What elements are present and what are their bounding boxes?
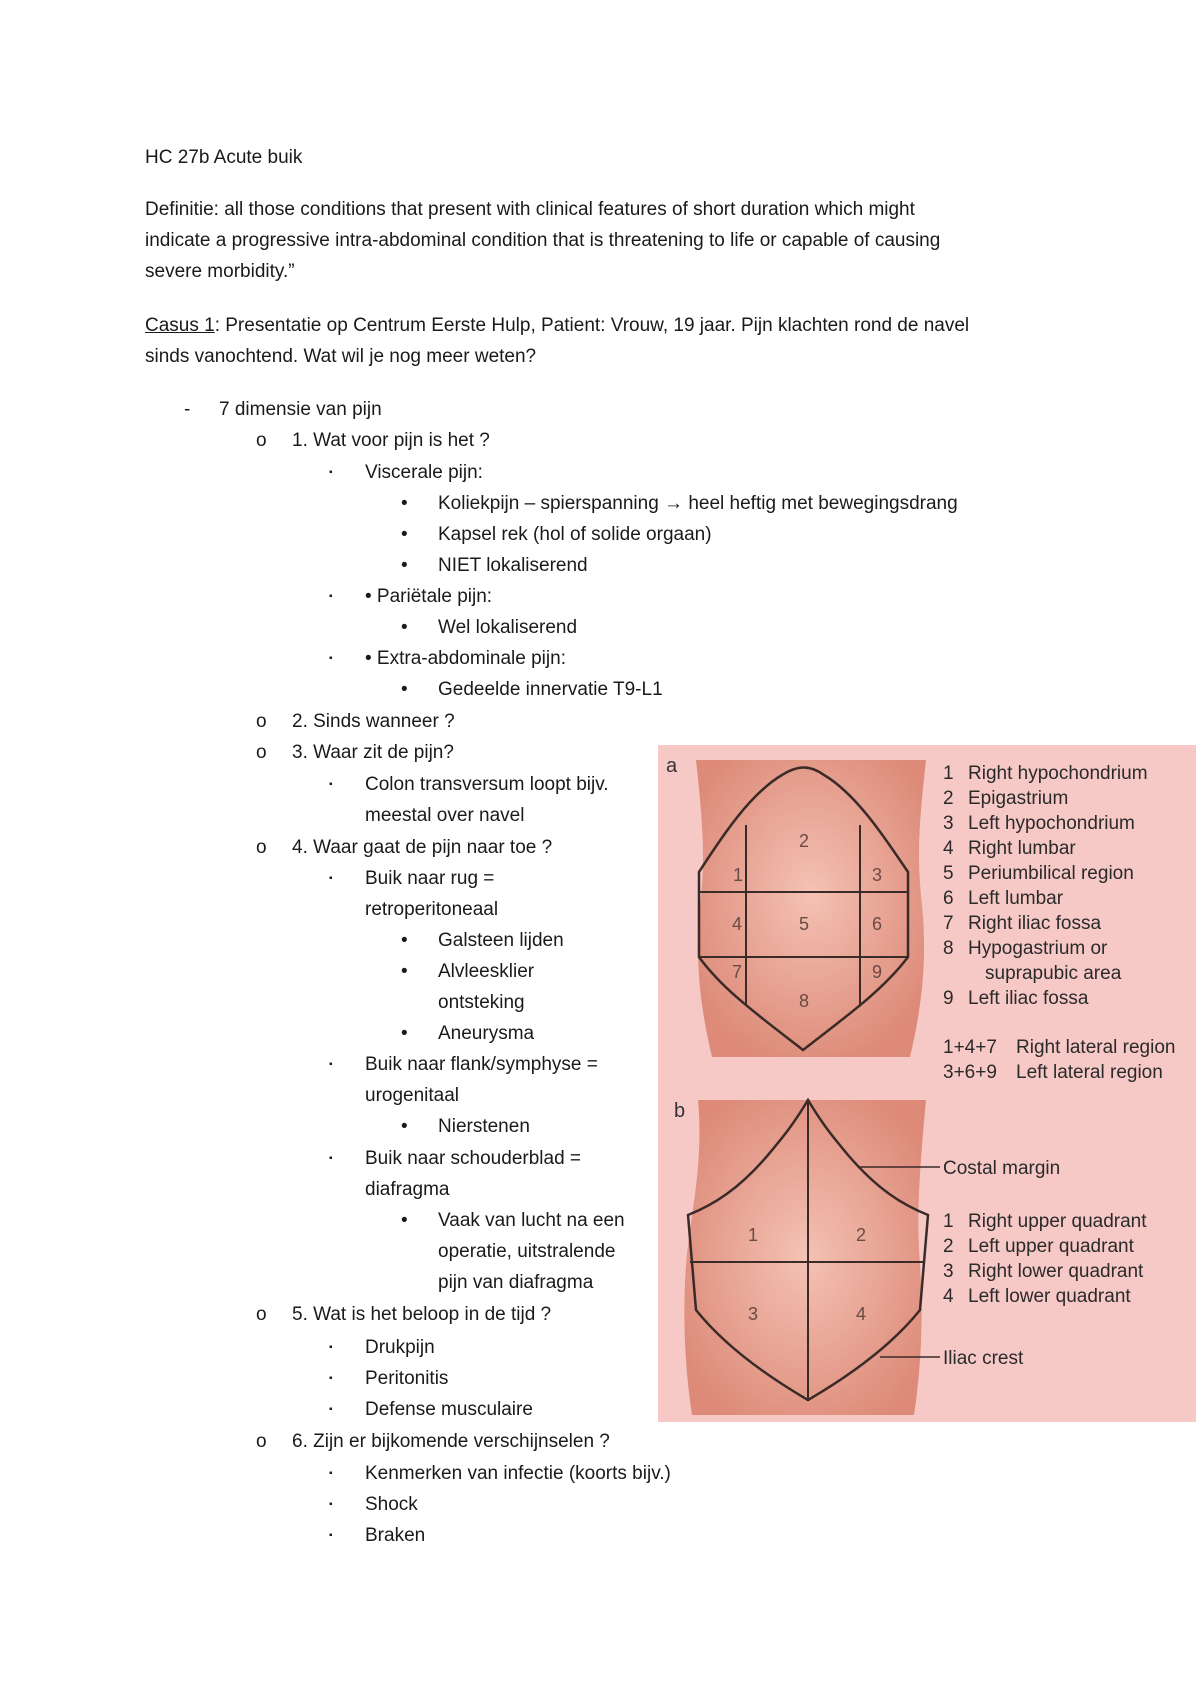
region-number: 6 (871, 914, 883, 934)
question-1: 1. Wat voor pijn is het ? (292, 430, 490, 451)
circle-bullet: o (256, 430, 267, 451)
square-bullet: ▪ (329, 1342, 333, 1353)
square-bullet: ▪ (329, 1373, 333, 1384)
region-number: 8 (798, 991, 810, 1011)
casus-line-1 (145, 314, 969, 338)
region-number: 9 (871, 962, 883, 982)
item-shock: Shock (365, 1494, 418, 1515)
item-wel-lokaliserend: Wel lokaliserend (438, 617, 578, 638)
item-koliek (438, 492, 958, 516)
definition-line-2: indicate a progressive intra-abdominal condition that is threatening to life or capable of causing (145, 230, 941, 251)
square-bullet: ▪ (329, 1404, 333, 1415)
region-number: 1 (732, 865, 744, 885)
legend-a (943, 763, 1175, 1083)
item-gedeelde-innervatie: Gedeelde innervatie T9-L1 (438, 679, 663, 700)
legend-label: Hypogastrium or (968, 938, 1108, 959)
casus-line-2: sinds vanochtend. Wat wil je nog meer weten? (145, 346, 537, 367)
arrow-icon: → (664, 493, 684, 514)
legend-b (943, 1158, 1147, 1369)
region-number: 3 (871, 865, 883, 885)
dot-bullet: • (401, 617, 408, 638)
item-schouder-1: Buik naar schouderblad = (365, 1148, 582, 1169)
square-bullet: ▪ (329, 467, 333, 478)
item-drukpijn: Drukpijn (365, 1337, 435, 1358)
question-5: 5. Wat is het beloop in de tijd ? (292, 1304, 552, 1325)
legend-number: 1 (943, 763, 954, 784)
legend-number: 4 (943, 838, 954, 859)
region-number: 2 (798, 831, 810, 851)
item-galsteen: Galsteen lijden (438, 930, 564, 951)
item-colon-1: Colon transversum loopt bijv. (365, 774, 609, 795)
quadrant-number: 3 (747, 1304, 759, 1324)
item-alvleesklier-1: Alvleesklier (438, 961, 535, 982)
circle-bullet: o (256, 1304, 267, 1325)
circle-bullet: o (256, 1431, 267, 1452)
item-braken: Braken (365, 1525, 426, 1546)
dot-bullet: • (401, 961, 408, 982)
item-rug-2: retroperitoneaal (365, 899, 499, 920)
legend-label: Left iliac fossa (968, 988, 1089, 1009)
legend-label: Left lower quadrant (968, 1286, 1131, 1307)
item-colon-2: meestal over navel (365, 805, 525, 826)
page-title: HC 27b Acute buik (145, 147, 303, 168)
panel-a-letter: a (666, 755, 678, 777)
circle-bullet: o (256, 837, 267, 858)
dot-bullet: • (401, 930, 408, 951)
item-niet-lokaliserend: NIET lokaliserend (438, 555, 588, 576)
item-infectie: Kenmerken van infectie (koorts bijv.) (365, 1463, 671, 1484)
legend-number: 7 (943, 913, 954, 934)
square-bullet: ▪ (329, 873, 333, 884)
abdominal-regions-figure (658, 745, 1196, 1422)
definition-line-1 (145, 198, 915, 222)
region-number: 5 (798, 914, 810, 934)
legend-label: Right upper quadrant (968, 1211, 1147, 1232)
legend-label: Left lumbar (968, 888, 1064, 909)
outline-dimensions: 7 dimensie van pijn (219, 399, 382, 420)
legend-number: 1 (943, 1211, 954, 1232)
square-bullet: ▪ (329, 779, 333, 790)
lateral-label: Right lateral region (1016, 1037, 1176, 1058)
circle-bullet: o (256, 711, 267, 732)
legend-label: suprapubic area (985, 963, 1122, 984)
dot-bullet: • (401, 524, 408, 545)
quadrant-number: 4 (855, 1304, 867, 1324)
legend-label: Right lumbar (968, 838, 1076, 859)
item-extra-abdominal: • Extra-abdominale pijn: (365, 648, 566, 669)
definition-label: Definitie: (145, 199, 219, 220)
koliek-text-b: heel heftig met bewegingsdrang (683, 493, 958, 514)
question-6: 6. Zijn er bijkomende verschijnselen ? (292, 1431, 610, 1452)
legend-number: 5 (943, 863, 954, 884)
dash-bullet: - (184, 399, 191, 420)
dot-bullet: • (401, 1116, 408, 1137)
torso-b (684, 1100, 926, 1415)
legend-label: Left upper quadrant (968, 1236, 1134, 1257)
legend-label: Right hypochondrium (968, 763, 1148, 784)
item-aneurysma: Aneurysma (438, 1023, 535, 1044)
question-2: 2. Sinds wanneer ? (292, 711, 455, 732)
dot-bullet: • (401, 1210, 408, 1231)
torso-a (696, 760, 926, 1057)
legend-label: Right lower quadrant (968, 1261, 1144, 1282)
item-peritonitis: Peritonitis (365, 1368, 449, 1389)
legend-number: 2 (943, 1236, 954, 1257)
item-defense: Defense musculaire (365, 1399, 533, 1420)
dot-bullet: • (401, 493, 408, 514)
casus-text-1: : Presentatie op Centrum Eerste Hulp, Patient: Vrouw, 19 jaar. Pijn klachten rond de navel (214, 315, 970, 336)
lateral-number: 1+4+7 (943, 1037, 997, 1058)
item-vaak-3: pijn van diafragma (438, 1272, 594, 1293)
region-number: 4 (731, 914, 743, 934)
item-flank-2: urogenitaal (365, 1085, 460, 1106)
item-vaak-2: operatie, uitstralende (438, 1241, 616, 1262)
quadrant-number: 2 (855, 1225, 867, 1245)
legend-label: Right iliac fossa (968, 913, 1102, 934)
legend-label: Left hypochondrium (968, 813, 1135, 834)
item-alvleesklier-2: ontsteking (438, 992, 525, 1013)
legend-label: Periumbilical region (968, 863, 1134, 884)
item-schouder-2: diafragma (365, 1179, 450, 1200)
quadrant-number: 1 (747, 1225, 759, 1245)
costal-margin-label: Costal margin (943, 1158, 1061, 1179)
definition-line-3: severe morbidity.” (145, 261, 295, 282)
casus-label: Casus 1 (145, 315, 215, 336)
koliek-text-a: Koliekpijn – spierspanning (438, 493, 665, 514)
definition-text-1: all those conditions that present with clinical features of short duration which might (224, 199, 915, 220)
square-bullet: ▪ (329, 1530, 333, 1541)
region-number: 7 (731, 962, 743, 982)
lateral-label: Left lateral region (1016, 1062, 1163, 1083)
item-flank-1: Buik naar flank/symphyse = (365, 1054, 598, 1075)
dot-bullet: • (401, 679, 408, 700)
item-vaak-1: Vaak van lucht na een (438, 1210, 625, 1231)
item-parietal: • Pariëtale pijn: (365, 586, 493, 607)
legend-number: 4 (943, 1286, 954, 1307)
legend-number: 2 (943, 788, 954, 809)
square-bullet: ▪ (329, 1059, 333, 1070)
question-3: 3. Waar zit de pijn? (292, 742, 454, 763)
legend-number: 3 (943, 813, 954, 834)
item-kapsel: Kapsel rek (hol of solide orgaan) (438, 524, 712, 545)
square-bullet: ▪ (329, 1153, 333, 1164)
legend-number: 6 (943, 888, 954, 909)
legend-number: 9 (943, 988, 954, 1009)
square-bullet: ▪ (329, 653, 333, 664)
circle-bullet: o (256, 742, 267, 763)
square-bullet: ▪ (329, 1468, 333, 1479)
iliac-crest-label: Iliac crest (943, 1348, 1024, 1369)
legend-number: 8 (943, 938, 954, 959)
legend-number: 3 (943, 1261, 954, 1282)
item-visceral: Viscerale pijn: (365, 462, 483, 483)
item-rug-1: Buik naar rug = (365, 868, 495, 889)
item-nierstenen: Nierstenen (438, 1116, 530, 1137)
square-bullet: ▪ (329, 1499, 333, 1510)
dot-bullet: • (401, 1023, 408, 1044)
legend-label: Epigastrium (968, 788, 1069, 809)
abdominal-regions-diagram (658, 745, 1196, 1422)
lateral-number: 3+6+9 (943, 1062, 997, 1083)
square-bullet: ▪ (329, 591, 333, 602)
dot-bullet: • (401, 555, 408, 576)
panel-b-letter: b (674, 1100, 686, 1122)
question-4: 4. Waar gaat de pijn naar toe ? (292, 837, 553, 858)
